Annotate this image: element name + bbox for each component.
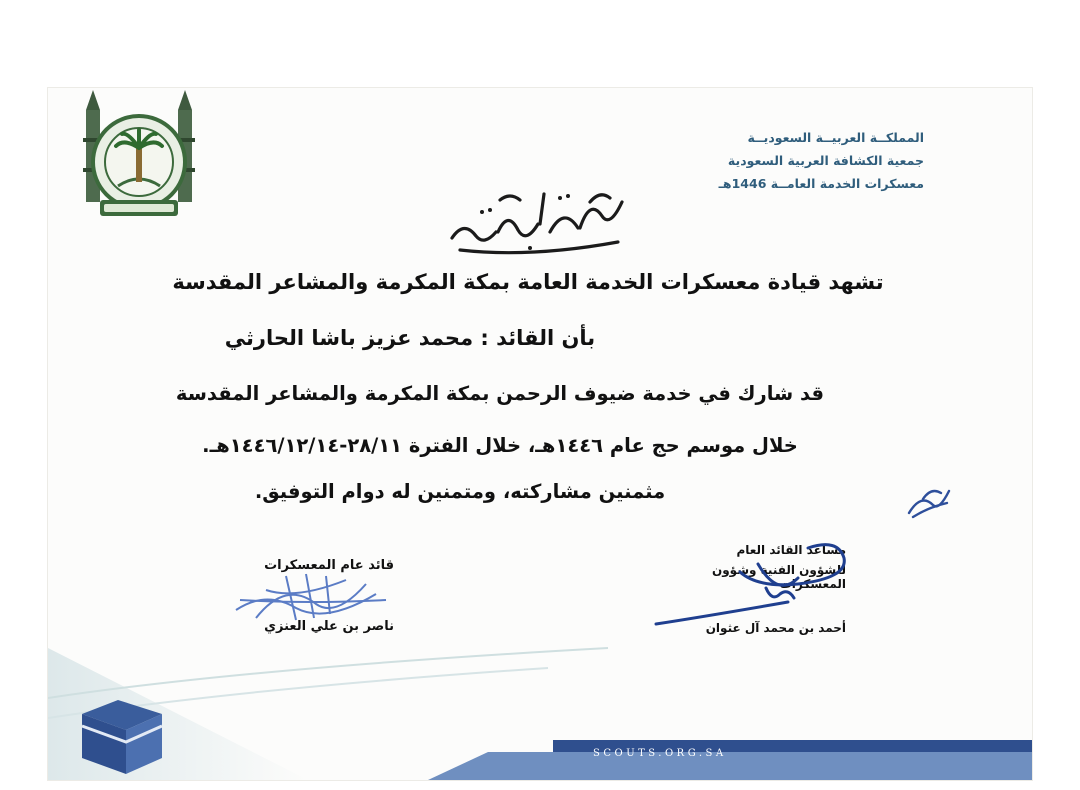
certificate-title-calligraphy bbox=[440, 180, 640, 258]
footer-url: SCOUTS.ORG.SA bbox=[593, 748, 727, 759]
footer-decoration bbox=[48, 608, 1032, 780]
body-line-3: قد شارك في خدمة ضيوف الرحمن بمكة المكرمة والمشاعر المقدسة bbox=[175, 382, 825, 405]
body-line-1: تشهد قيادة معسكرات الخدمة العامة بمكة المكرمة والمشاعر المقدسة bbox=[172, 270, 884, 294]
header-line-1: المملكــة العربيــة السعوديــة bbox=[747, 130, 924, 145]
right-signatory-role-detail: للشؤون الفنية وشؤون المعسكرات bbox=[711, 563, 846, 591]
body-line-4: خلال موسم حج عام ١٤٤٦هـ، خلال الفترة ٢٨/١١-١٤٤٦/١٢/١٤هـ. bbox=[202, 434, 798, 457]
header-line-3: معسكرات الخدمة العامــة 1446هـ bbox=[718, 176, 924, 191]
left-signatory-name: ناصر بن علي العنزي bbox=[264, 619, 394, 634]
right-signatory-role: مساعد القائد العام bbox=[736, 543, 846, 557]
scouts-association-logo bbox=[78, 88, 200, 224]
right-signatory-name: أحمد بن محمد آل عثوان bbox=[705, 621, 846, 635]
initials-mark bbox=[903, 483, 955, 521]
certificate-title-text: شهادة مشاركة bbox=[540, 256, 547, 257]
header-line-2: جمعية الكشافة العربية السعودية bbox=[727, 153, 924, 168]
body-line-5: مثمنين مشاركته، ومتمنين له دوام التوفيق. bbox=[254, 480, 666, 503]
left-signatory-role: قائد عام المعسكرات bbox=[264, 558, 394, 573]
participant-name-line: بأن القائد : محمد عزيز باشا الحارثي bbox=[224, 326, 596, 350]
header-organization bbox=[664, 126, 924, 195]
certificate-page bbox=[48, 88, 1032, 780]
